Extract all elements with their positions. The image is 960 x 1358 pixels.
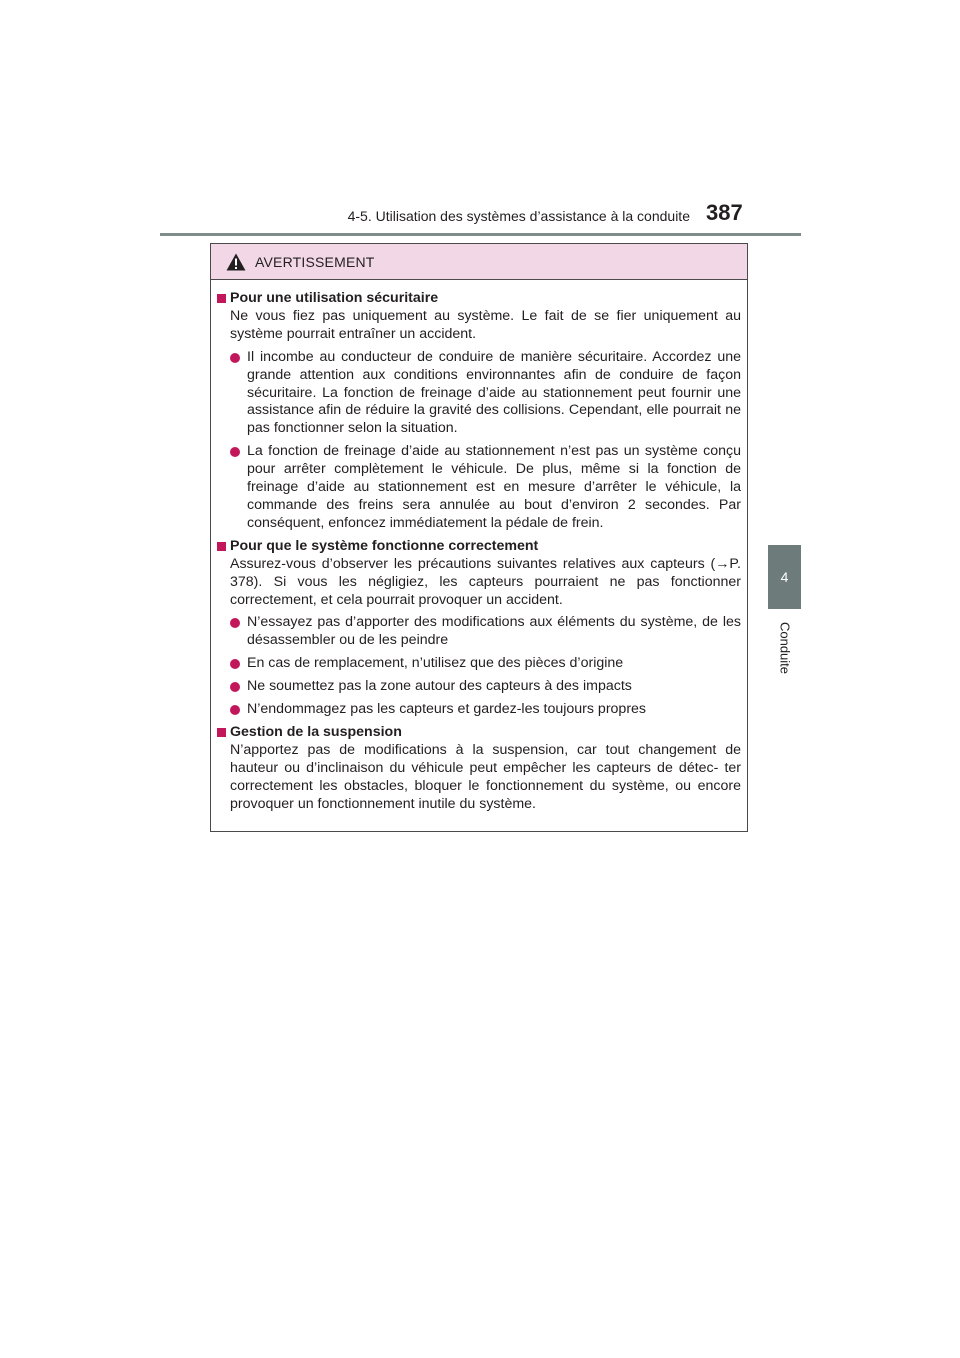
list-item-text: En cas de remplacement, n’utilisez que des pièces d’origine [247, 655, 624, 672]
section-intro: Assurez-vous d’observer les précautions suivantes relatives aux capteurs (→P. 378). Si vous les négligiez, les capteurs pourraient ne pas fonctionner correctement, et cela pourrait provoquer un accident. [230, 555, 741, 608]
section-intro: Ne vous fiez pas uniquement au système. Le fait de se fier uniquement au système pourrait entraîner un accident. [230, 307, 741, 342]
circle-bullet-icon [230, 447, 240, 457]
warning-box [210, 243, 748, 832]
circle-bullet-icon [230, 705, 240, 715]
chapter-label-text: Conduite [777, 621, 792, 675]
circle-bullet-icon [230, 659, 240, 669]
circle-bullet-icon [230, 682, 240, 692]
section-intro: N’apportez pas de modifications à la suspension, car tout changement de hauteur ou d’inclinaison du véhicule peut empêcher les capteurs de détec- ter correctement les obstacles, bloquer le fonctionnement du système, ou encore provoquer un fonctionnement inutile du système. [230, 741, 741, 812]
circle-bullet-icon [230, 618, 240, 628]
warning-title: AVERTISSEMENT [255, 254, 375, 270]
list-item-text: N’essayez pas d’apporter des modifications aux éléments du système, de les désassembler ou de les peindre [247, 614, 741, 649]
page-number: 387 [706, 200, 743, 225]
square-bullet-icon [217, 294, 226, 303]
list-item [230, 701, 741, 719]
chapter-tab: 4 [768, 545, 801, 609]
square-bullet-icon [217, 542, 226, 551]
section-heading [217, 290, 741, 308]
list-item [230, 614, 741, 650]
section-heading [217, 538, 741, 556]
warning-triangle-icon [226, 253, 246, 271]
list-item-text: Il incombe au conducteur de conduire de manière sécuritaire. Accordez une grande attention aux conditions environnantes afin de conduire de façon sécuritaire. La fonction de freinage d’aide au stationnement peut fournir une assistance afin de réduire la gravité des collisions. Cependant, elle pourrait ne pas fonctionner selon la situation. [247, 348, 741, 437]
list-item [230, 655, 741, 673]
list-item-text: La fonction de freinage d’aide au stationnement n’est pas un système conçu pour arrêter complètement le véhicule. De plus, même si la fonction de freinage d’aide au stationnement est en mesure d’arrêter le véhicule, la commande des freins sera annulée au bout d’environ 2 secondes. Par conséquent, enfoncez immédiatement la pédale de frein. [247, 443, 741, 531]
chapter-label [766, 618, 803, 678]
section-heading-text: Pour que le système fonctionne correctement [230, 537, 539, 554]
list-item-text: N’endommagez pas les capteurs et gardez-les toujours propres [247, 701, 647, 718]
header-divider [160, 233, 801, 236]
section-heading [217, 724, 741, 742]
square-bullet-icon [217, 728, 226, 737]
list-item [230, 443, 741, 533]
warning-header [211, 244, 747, 280]
circle-bullet-icon [230, 353, 240, 363]
section-heading-text: Gestion de la suspension [230, 723, 402, 740]
list-item [230, 349, 741, 439]
list-item [230, 678, 741, 696]
section-heading-text: Pour une utilisation sécuritaire [230, 290, 439, 306]
warning-content [211, 280, 747, 813]
section-title: 4-5. Utilisation des systèmes d’assistance à la conduite [347, 208, 690, 224]
list-item-text: Ne soumettez pas la zone autour des capteurs à des impacts [247, 678, 632, 695]
